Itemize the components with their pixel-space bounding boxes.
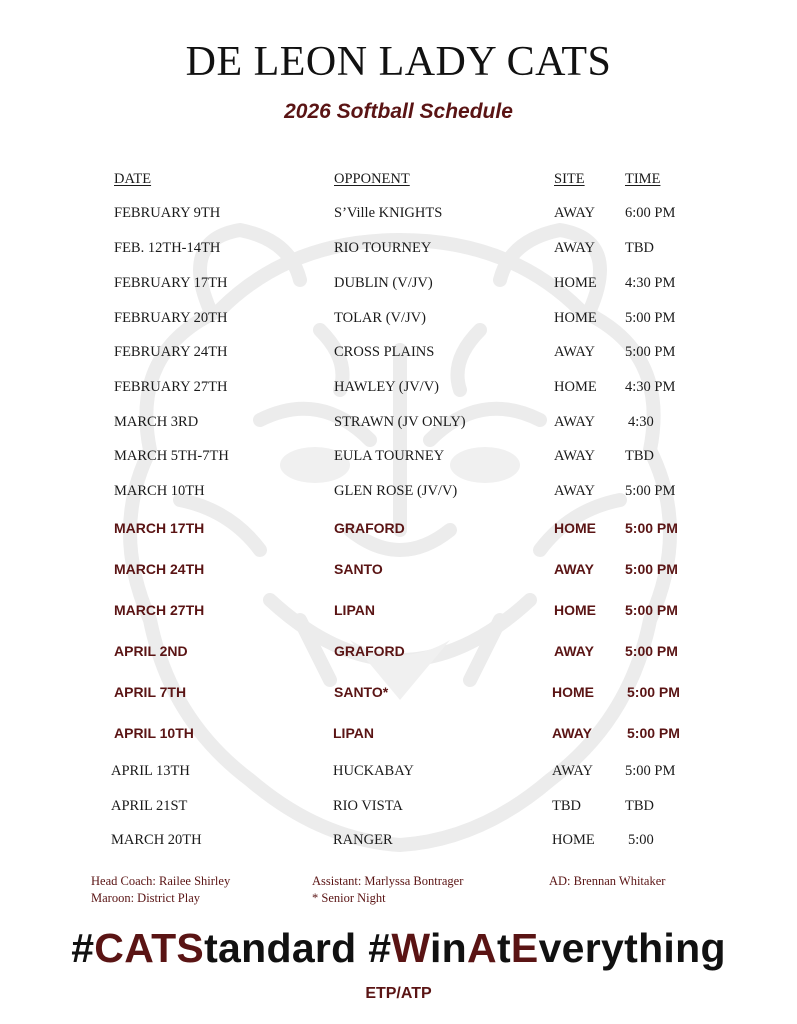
- schedule-row: [0, 310, 797, 334]
- game-opponent: RIO VISTA: [333, 798, 403, 814]
- game-site: HOME: [552, 684, 594, 700]
- schedule-row-district: [0, 725, 797, 749]
- schedule-row: [0, 832, 797, 856]
- hashtag-in: in: [429, 925, 468, 971]
- game-opponent: CROSS PLAINS: [334, 344, 435, 360]
- game-time: 5:00 PM: [625, 602, 678, 618]
- game-opponent: LIPAN: [334, 602, 375, 618]
- game-time: 5:00 PM: [625, 561, 678, 577]
- game-time: 5:00 PM: [625, 643, 678, 659]
- game-opponent: GRAFORD: [334, 643, 405, 659]
- game-date: FEBRUARY 17TH: [114, 275, 228, 291]
- game-date: FEBRUARY 20TH: [114, 310, 228, 326]
- game-time: TBD: [625, 240, 654, 256]
- schedule-row-district: [0, 520, 797, 544]
- hashtag-e: E: [510, 925, 539, 971]
- schedule-row: [0, 205, 797, 229]
- game-date: FEBRUARY 24TH: [114, 344, 228, 360]
- footer-code: ETP/ATP: [365, 985, 432, 1002]
- game-site: AWAY: [554, 483, 596, 499]
- game-time: 5:00 PM: [625, 310, 676, 326]
- game-time: TBD: [625, 798, 654, 814]
- schedule-row: [0, 483, 797, 507]
- game-time: 5:00: [628, 832, 654, 848]
- game-site: AWAY: [552, 725, 592, 741]
- game-opponent: STRAWN (JV ONLY): [334, 414, 466, 430]
- assistant-coach-credit: Assistant: Marlyssa Bontrager: [312, 874, 464, 888]
- game-site: HOME: [554, 379, 597, 395]
- hashtag-cats: CATS: [94, 925, 205, 971]
- game-site: HOME: [554, 310, 597, 326]
- schedule-row: [0, 344, 797, 368]
- game-time: 4:30: [628, 414, 654, 430]
- game-date: MARCH 20TH: [111, 832, 202, 848]
- hashtag-symbol: #: [71, 925, 95, 971]
- game-site: AWAY: [554, 561, 594, 577]
- date-column-header: DATE: [114, 171, 152, 187]
- hashtag-verything: verything: [538, 925, 726, 971]
- game-opponent: RANGER: [333, 832, 393, 848]
- game-opponent: LIPAN: [333, 725, 374, 741]
- schedule-row: [0, 763, 797, 787]
- game-date: MARCH 5TH-7TH: [114, 448, 229, 464]
- game-opponent: DUBLIN (V/JV): [334, 275, 433, 291]
- game-date: FEB. 12TH-14TH: [114, 240, 221, 256]
- head-coach-credit: Head Coach: Railee Shirley: [91, 874, 231, 888]
- hashtag-symbol: #: [368, 925, 392, 971]
- game-date: FEBRUARY 9TH: [114, 205, 221, 221]
- schedule-row: [0, 798, 797, 822]
- game-site: AWAY: [554, 205, 596, 221]
- schedule-row-district: [0, 602, 797, 626]
- schedule-row-district: [0, 643, 797, 667]
- schedule-row: [0, 414, 797, 438]
- game-site: TBD: [552, 798, 581, 814]
- game-date: MARCH 17TH: [114, 520, 205, 536]
- time-column-header: TIME: [625, 171, 661, 187]
- hashtag-t: t: [496, 925, 511, 971]
- game-time: TBD: [625, 448, 654, 464]
- schedule-row-district: [0, 561, 797, 585]
- game-site: HOME: [554, 275, 597, 291]
- game-opponent: EULA TOURNEY: [334, 448, 445, 464]
- game-site: HOME: [554, 520, 596, 536]
- athletic-director-credit: AD: Brennan Whitaker: [549, 874, 666, 888]
- game-date: APRIL 10TH: [114, 725, 194, 741]
- game-site: AWAY: [554, 344, 596, 360]
- game-date: APRIL 2ND: [114, 643, 188, 659]
- senior-night-legend: * Senior Night: [312, 891, 386, 905]
- game-opponent: TOLAR (V/JV): [334, 310, 426, 326]
- game-opponent: GLEN ROSE (JV/V): [334, 483, 458, 499]
- game-site: HOME: [554, 602, 596, 618]
- game-opponent: RIO TOURNEY: [334, 240, 432, 256]
- game-opponent: SANTO*: [334, 684, 389, 700]
- game-date: MARCH 3RD: [114, 414, 199, 430]
- schedule-row: [0, 240, 797, 264]
- game-opponent: SANTO: [334, 561, 383, 577]
- page-title: DE LEON LADY CATS: [185, 39, 612, 85]
- game-site: HOME: [552, 832, 595, 848]
- schedule-row: [0, 275, 797, 299]
- game-opponent: HAWLEY (JV/V): [334, 379, 440, 395]
- game-date: MARCH 10TH: [114, 483, 205, 499]
- game-date: APRIL 21ST: [111, 798, 188, 814]
- game-date: APRIL 13TH: [111, 763, 190, 779]
- game-time: 5:00 PM: [625, 483, 676, 499]
- game-time: 4:30 PM: [625, 275, 676, 291]
- game-time: 5:00 PM: [625, 520, 678, 536]
- schedule-row-district: [0, 684, 797, 708]
- game-time: 5:00 PM: [627, 684, 680, 700]
- game-date: FEBRUARY 27TH: [114, 379, 228, 395]
- game-opponent: HUCKABAY: [333, 763, 414, 779]
- hashtag-w: W: [391, 925, 430, 971]
- game-time: 5:00 PM: [625, 763, 676, 779]
- schedule-subtitle: 2026 Softball Schedule: [284, 100, 513, 123]
- schedule-row: [0, 379, 797, 403]
- site-column-header: SITE: [554, 171, 585, 187]
- game-site: AWAY: [554, 448, 596, 464]
- game-site: AWAY: [554, 414, 596, 430]
- game-site: AWAY: [552, 763, 594, 779]
- game-time: 6:00 PM: [625, 205, 676, 221]
- game-date: MARCH 27TH: [114, 602, 205, 618]
- game-site: AWAY: [554, 240, 596, 256]
- schedule-row: [0, 448, 797, 472]
- opponent-column-header: OPPONENT: [334, 171, 410, 187]
- hashtag-a: A: [467, 925, 497, 971]
- game-time: 5:00 PM: [627, 725, 680, 741]
- game-site: AWAY: [554, 643, 594, 659]
- game-opponent: GRAFORD: [334, 520, 405, 536]
- game-time: 4:30 PM: [625, 379, 676, 395]
- game-opponent: S’Ville KNIGHTS: [334, 205, 443, 221]
- game-date: APRIL 7TH: [114, 684, 187, 700]
- game-time: 5:00 PM: [625, 344, 676, 360]
- hashtag-tandard: tandard: [204, 925, 369, 971]
- game-date: MARCH 24TH: [114, 561, 205, 577]
- district-play-legend: Maroon: District Play: [91, 891, 201, 905]
- hashtag-slogan: [0, 925, 797, 972]
